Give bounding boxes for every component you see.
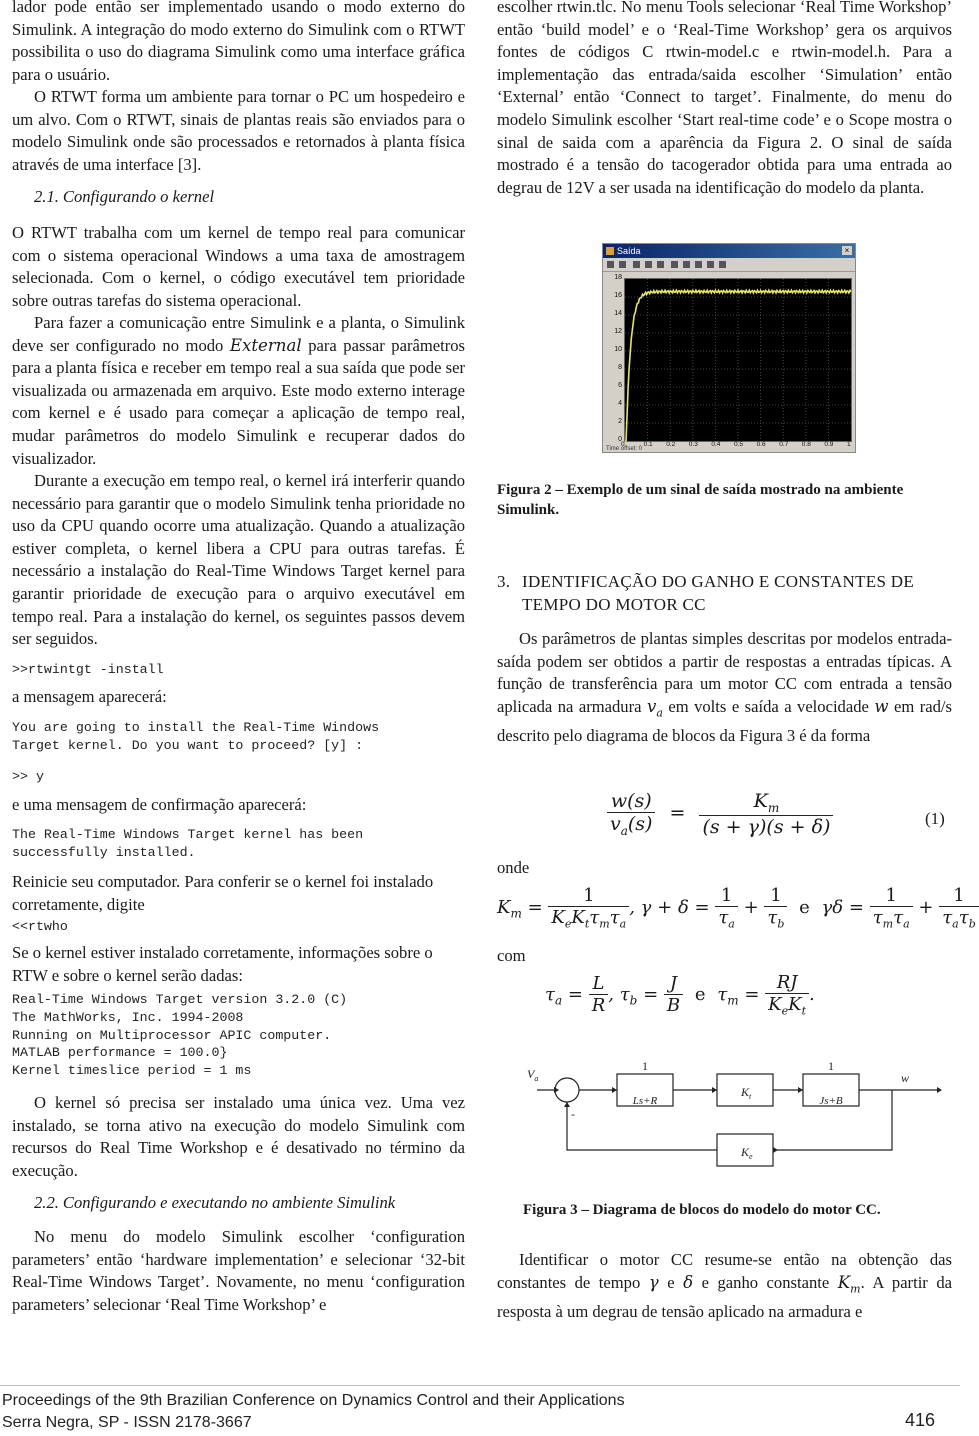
y-tick-label: 16 xyxy=(614,292,622,299)
code-block: Real-Time Windows Target version 3.2.0 (C) The MathWorks, Inc. 1994-2008 Running on Multiprocessor APIC computer. MATLAB performance = 100.0} Kernel timeslice period = 1 ms xyxy=(12,992,348,1079)
math-va: $v_a$ xyxy=(646,696,663,720)
x-tick-label: 0.9 xyxy=(824,441,834,448)
x-tick-label: 0.7 xyxy=(779,441,789,448)
minus-sign: - xyxy=(571,1107,575,1121)
window-title: Saída xyxy=(617,246,641,256)
time-offset-label: Time offset: 0 xyxy=(606,446,643,452)
paragraph: Reinicie seu computador. Para conferir se o kernel foi instalado corretamente, digite xyxy=(12,872,434,914)
paragraph: O RTWT forma um ambiente para tornar o PC um hospedeiro e um alvo. Com o RTWT, sinais de plantas reais são enviados para o modelo Simulink onde são processados e retornados à planta física através de uma interface [3]. xyxy=(12,87,465,174)
section-title: Configurando o kernel xyxy=(62,187,215,206)
equation-tau: $\tau_a$ = $\frac{L}{R}$ , $\tau_b$ = $\frac{J}{B}$ e $\tau_m$ = $\frac{RJ}{K_eK_t}$ . xyxy=(545,972,815,1018)
paragraph: O RTWT trabalha com um kernel de tempo real para comunicar com o sistema operacional Windows a uma taxa de amostragem selecionada. Com o kernel, o código executável tem prioridade sobre outras tarefas do sistema operacional. xyxy=(12,223,465,310)
code-block: The Real-Time Windows Target kernel has been successfully installed. xyxy=(12,827,364,860)
y-tick-label: 6 xyxy=(618,382,622,389)
code-line: <<rtwho xyxy=(12,919,68,934)
x-tick-label: 1 xyxy=(847,441,851,448)
text-run: e xyxy=(658,1272,684,1292)
scope-toolbar xyxy=(603,258,855,272)
paragraph xyxy=(12,312,465,470)
feedback-label: $K_e$ xyxy=(741,1145,753,1161)
section-title: Configurando e executando no ambiente Simulink xyxy=(62,1193,396,1212)
fraction: $\frac{1}{\tau_a\tau_b}$ xyxy=(939,885,979,931)
code-line: >> y xyxy=(12,769,44,784)
y-tick-label: 8 xyxy=(618,364,622,371)
paragraph: Durante a execução em tempo real, o kernel irá interferir quando necessário para garantir que o modelo Simulink tenha prioridade no uso da CPU quando ocorre uma atualização. Quando a atualização estiver completa, o kernel libera a CPU para outras tarefas. É necessário a instalação do Real-Time Windows Target kernel para garantir prioridade de execução para o arquivo executável em tempo real. Para a instalação do kernel, os seguintes passos devem ser seguidos. xyxy=(12,471,465,649)
x-tick-label: 0.2 xyxy=(666,441,676,448)
block3-numerator: 1 xyxy=(828,1059,834,1073)
section-heading-2-1 xyxy=(34,186,214,209)
y-tick-label: 12 xyxy=(614,328,622,335)
code-line: >>rtwintgt -install xyxy=(12,662,164,677)
page-number: 416 xyxy=(905,1410,936,1430)
float-scope-icon xyxy=(707,261,714,268)
fraction: $\frac{w(s)}{v_a(s)}$ xyxy=(607,790,655,838)
save-axes-icon xyxy=(683,261,690,268)
paragraph: O kernel só precisa ser instalado uma única vez. Uma vez instalado, se torna ativo na execução do modelo Simulink com recursos do Real Time Workshop e é desativado no término da execução. xyxy=(12,1093,465,1180)
fraction: $\frac{1}{\tau_a}$ xyxy=(715,885,738,931)
text-run: em rad/s descrito pelo diagrama de blocos da Figura 3 é da forma xyxy=(497,696,953,745)
zoom-y-icon xyxy=(657,261,664,268)
text-line: a mensagem aparecerá: xyxy=(12,687,167,706)
text-run: Para fazer a comunicação entre Simulink e a planta, o Simulink deve ser configurado no modo xyxy=(12,313,465,355)
section-number: 3. xyxy=(497,572,511,591)
zoom-x-icon xyxy=(645,261,652,268)
block-diagram-figure xyxy=(497,1060,957,1190)
paragraph: escolher rtwin.tlc. No menu Tools selecionar ‘Real Time Workshop’ então ‘build model’ e o ‘Real-Time Workshop’ gera os arquivos fontes de códigos C rtwin-model.c e rtwin-model.h. Para a implementação das entrada/saida escolher ‘Simulation’ então ‘External’ então ‘Connect to target’. Finalmente, do menu do modelo Simulink escolher ‘Start real-time code’ e o Scope mostra o sinal de saida com a aparência da Figura 2. O sinal de saída mostrado é a tensão do tacogerador obtida para uma entrada ao degrau de 12V a ser usada na identificação do modelo da planta. xyxy=(497,0,952,197)
paragraph xyxy=(497,1249,952,1323)
footer-line-1: Proceedings of the 9th Brazilian Conference on Dynamics Control and their Applications xyxy=(2,1392,625,1409)
signal-select-icon xyxy=(719,261,726,268)
paragraph: Se o kernel estiver instalado corretamente, informações sobre o RTW e sobre o kernel serão dadas: xyxy=(12,943,433,985)
and-word: e xyxy=(799,896,810,918)
section-heading-3 xyxy=(497,571,510,594)
code-block: You are going to install the Real-Time Windows Target kernel. Do you want to proceed? [y] : xyxy=(12,720,380,753)
text-run: Os parâmetros de plantas simples descritas por modelos entrada-saída podem ser obtidos a partir de respostas a entradas típicas. A função de transferência para um motor CC com entrada a tensão aplicada na armadura xyxy=(497,629,952,716)
section-title: IDENTIFICAÇÃO DO GANHO E CONSTANTES DE TEMPO DO MOTOR CC xyxy=(522,572,915,614)
paragraph: No menu do modelo Simulink escolher ‘configuration parameters’ então ‘hardware implementation’ e selecionar ‘32-bit Real-Time Windows Target’. Novamente, no menu ‘configuration parameters’ selecionar ‘Real Time Workshop’ e xyxy=(12,1227,465,1314)
params-icon xyxy=(619,261,626,268)
section-number: 2.2. xyxy=(34,1193,59,1212)
x-tick-label: 0.6 xyxy=(756,441,766,448)
scope-plot xyxy=(624,278,852,442)
input-label: $V_a$ xyxy=(527,1067,539,1083)
y-tick-label: 2 xyxy=(618,418,622,425)
and-word: e xyxy=(694,983,706,1005)
fraction: $\frac{1}{K_eK_t\tau_m\tau_a}$ xyxy=(548,885,629,931)
block3-denominator: Js+B xyxy=(819,1095,843,1107)
x-tick-label: 0.1 xyxy=(643,441,653,448)
text-run: . A partir da resposta à um degrau de tensão aplicado na armadura e xyxy=(497,1272,952,1321)
text-line: e uma mensagem de confirmação aparecerá: xyxy=(12,795,307,814)
restore-axes-icon xyxy=(695,261,702,268)
y-tick-label: 14 xyxy=(614,310,622,317)
text-run: e ganho constante xyxy=(693,1272,838,1292)
autoscale-icon xyxy=(671,261,678,268)
footer-line-2: Serra Negra, SP - ISSN 2178-3667 xyxy=(2,1414,252,1431)
equation-1: $\frac{w(s)}{v_a(s)}$ = $\frac{K_m}{(s + \gamma)(s + \delta)}$ xyxy=(607,790,833,838)
section-number: 2.1. xyxy=(34,187,59,206)
print-icon xyxy=(607,261,614,268)
figure-2-caption: Figura 2 – Exemplo de um sinal de saída mostrado na ambiente Simulink. xyxy=(497,482,904,518)
section-heading-2-2 xyxy=(34,1192,395,1215)
window-title-bar xyxy=(603,244,855,258)
app-icon xyxy=(606,247,614,255)
x-tick-label: 0.8 xyxy=(801,441,811,448)
text-run: para passar parâmetros para a planta física e receber em tempo real a sua saída que pode ser visualizada ou armazenada em arquivo. Este modo externo interage com kernel e é usado para começar a aplicação de tempo real, mudar parâmetros do modelo Simulink e recuperar dados do visualizador. xyxy=(12,335,465,468)
feedback-return-line xyxy=(567,1102,717,1150)
y-tick-label: 10 xyxy=(614,346,622,353)
block1-numerator: 1 xyxy=(642,1059,648,1073)
block2-label: $K_t$ xyxy=(741,1085,752,1101)
external-term: External xyxy=(229,335,302,355)
figure-3-caption: Figura 3 – Diagrama de blocos do modelo do motor CC. xyxy=(523,1202,881,1218)
math-gamma: γ xyxy=(648,1272,659,1292)
x-tick-label: 0.5 xyxy=(734,441,744,448)
x-tick-label: 0.4 xyxy=(711,441,721,448)
scope-trace-canvas xyxy=(625,279,851,441)
scope-window-figure xyxy=(602,243,856,453)
x-tick-label: 0 xyxy=(621,441,625,448)
text-line: com xyxy=(497,946,526,965)
fraction: $\frac{L}{R}$ xyxy=(589,973,609,1016)
paragraph: lador pode então ser implementado usando o modo externo do Simulink. A integração do modo externo do Simulink com o RTWT possibilita o uso do diagrama Simulink como uma interface gráfica para o usuário. xyxy=(12,0,465,84)
close-icon[interactable]: × xyxy=(842,246,852,255)
math-km: $K_m$ xyxy=(837,1272,861,1295)
footer-divider xyxy=(0,1385,960,1386)
block1-denominator: Ls+R xyxy=(632,1095,658,1107)
toolbar-icons xyxy=(603,258,743,271)
fraction: $\frac{J}{B}$ xyxy=(664,973,683,1016)
x-tick-label: 0.3 xyxy=(688,441,698,448)
y-tick-label: 0 xyxy=(618,436,622,443)
output-label: w xyxy=(901,1071,910,1085)
equation-km: $K_m$ = $\frac{1}{K_eK_t\tau_m\tau_a}$ , γ + δ = $\frac{1}{\tau_a}$ + $\frac{1}{\tau_b}$ e γδ = $\frac{1}{\tau_m\tau_a}$ + $\frac{1}{\tau_a\tau_b}$ xyxy=(497,885,979,931)
text-line: onde xyxy=(497,858,530,877)
math-w: w xyxy=(874,696,889,716)
math-delta: δ xyxy=(683,1272,694,1292)
y-tick-label: 4 xyxy=(618,400,622,407)
text-run: Identificar o motor CC resume-se então na obtenção das constantes de tempo xyxy=(497,1250,952,1292)
fraction: $\frac{RJ}{K_eK_t}$ xyxy=(765,972,809,1018)
fraction: $\frac{K_m}{(s + \gamma)(s + \delta)}$ xyxy=(699,790,833,838)
paragraph xyxy=(497,628,952,747)
zoom-icon xyxy=(633,261,640,268)
fraction: $\frac{1}{\tau_b}$ xyxy=(764,885,787,931)
y-tick-label: 18 xyxy=(614,274,622,281)
equation-label: (1) xyxy=(925,809,945,828)
text-run: em volts e saída a velocidade xyxy=(662,696,875,716)
fraction: $\frac{1}{\tau_m\tau_a}$ xyxy=(870,885,913,931)
